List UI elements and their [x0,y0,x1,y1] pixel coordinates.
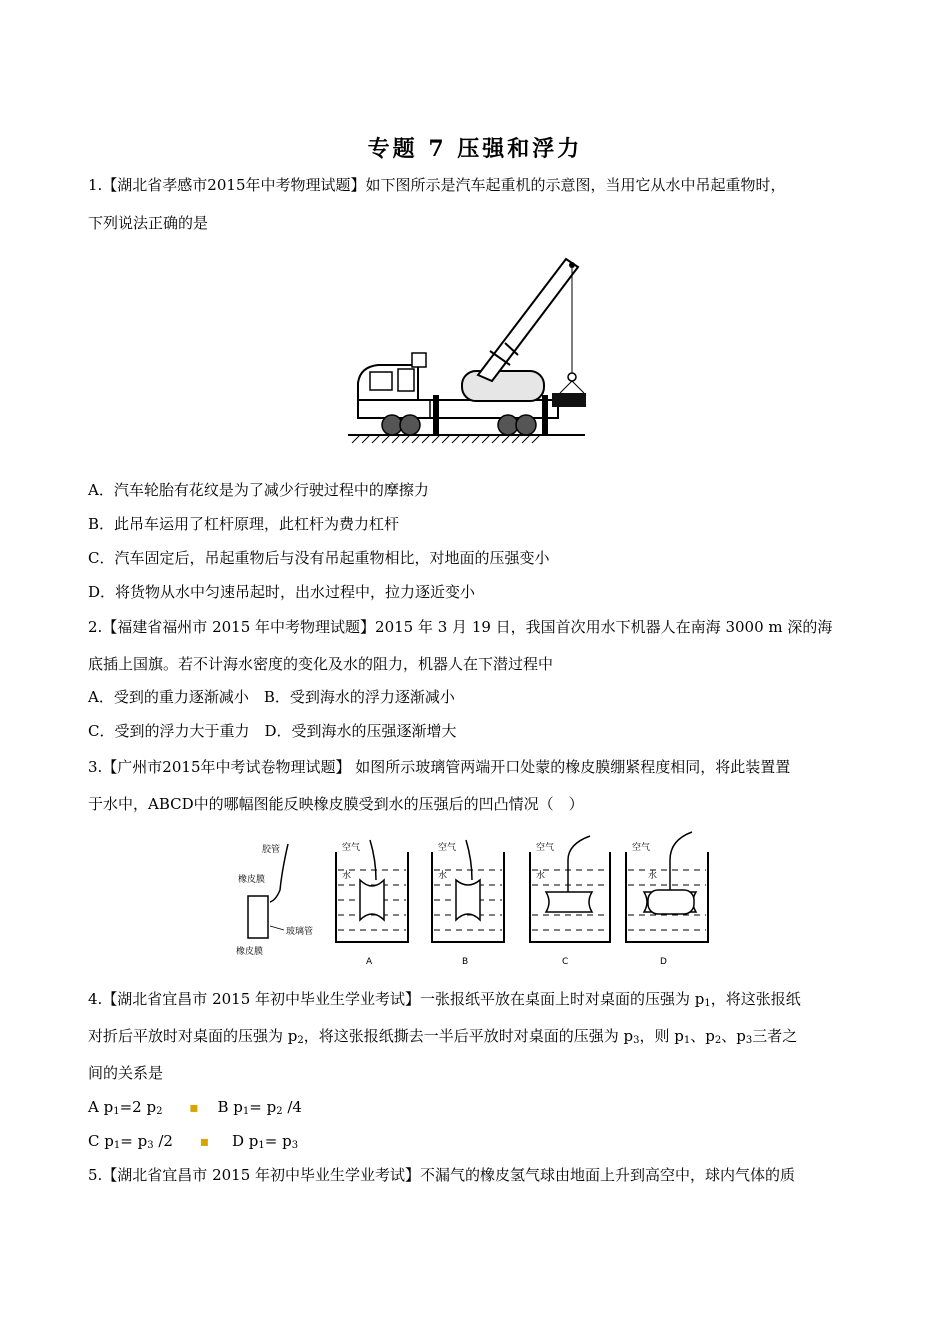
svg-text:空气: 空气 [342,843,361,853]
beaker-b [432,840,504,967]
beaker-d [626,832,708,967]
svg-text:A: A [366,957,373,967]
svg-text:C: C [562,957,569,967]
beaker-c [530,836,610,967]
q1-stem-line2: 下列说法正确的是 [88,214,209,232]
svg-text:水: 水 [536,871,546,881]
rubber-membrane-figure [230,830,720,970]
svg-text:空气: 空气 [536,843,555,853]
label-film-bottom: 橡皮膜 [236,947,264,957]
q4-stem-line1: 4.【湖北省宜昌市 2015 年初中毕业生学业考试】一张报纸平放在桌面上时对桌面的压强为 $p_1$，将这张报纸 [88,990,801,1009]
q1-option-a: A．汽车轮胎有花纹是为了减少行驶过程中的摩擦力 [88,481,429,499]
q2-stem-line1: 2.【福建省福州市 2015 年中考物理试题】2015 年 3 月 19 日，我国首次用水下机器人在南海 3000 m 深的海 [88,618,833,636]
svg-text:水: 水 [342,871,352,881]
svg-text:水: 水 [648,871,658,881]
label-glass-tube: 玻璃管 [286,927,314,937]
svg-text:空气: 空气 [438,843,457,853]
q3-stem-line1: 3.【广州市2015年中考试卷物理试题】 如图所示玻璃管两端开口处蒙的橡皮膜绷紧程度相同，将此装置置 [88,758,791,776]
q2-stem-line2: 底插上国旗。若不计海水密度的变化及水的阻力，机器人在下潜过程中 [88,655,554,673]
q5-stem-line1: 5.【湖北省宜昌市 2015 年初中毕业生学业考试】不漏气的橡皮氢气球由地面上升到高空中，球内气体的质 [88,1166,796,1184]
q4-options-cd: C $p_1= p_3$ /2 ▪ D $p_1= p_3$ [88,1132,299,1151]
q3-stem-line2: 于水中，ABCD中的哪幅图能反映橡皮膜受到水的压强后的凹凸情况（ ） [88,795,584,813]
crane-truck-figure [340,255,590,455]
q4-stem-line2: 对折后平放时对桌面的压强为 $p_2$，将这张报纸撕去一半后平放时对桌面的压强为 $p_3$，则 $p_1$、$p_2$、$p_3$三者之 [88,1027,798,1046]
q1-option-c: C．汽车固定后，吊起重物后与没有吊起重物相比，对地面的压强变小 [88,549,550,567]
svg-text:空气: 空气 [632,843,651,853]
beaker-a [336,840,408,967]
q1-option-b: B．此吊车运用了杠杆原理，此杠杆为费力杠杆 [88,515,400,533]
q2-options-cd: C．受到的浮力大于重力 D．受到海水的压强逐渐增大 [88,722,457,740]
q4-stem-line3: 间的关系是 [88,1064,164,1082]
label-film-top: 橡皮膜 [238,875,266,885]
svg-text:B: B [462,957,469,967]
page-title: 专题 7 压强和浮力 [367,136,583,162]
svg-text:水: 水 [438,871,448,881]
q4-options-ab: A $p_1=2$ $p_2$ ▪ B $p_1= p_2$ /4 [88,1098,302,1117]
q1-option-d: D．将货物从水中匀速吊起时，出水过程中，拉力逐近变小 [88,583,476,601]
q1-stem-line1: 1.【湖北省孝感市2015年中考物理试题】如下图所示是汽车起重机的示意图，当用它从水中吊起重物时， [88,176,786,194]
svg-text:D: D [660,957,667,967]
label-tube: 胶管 [262,845,281,855]
q2-options-ab: A．受到的重力逐渐减小 B．受到海水的浮力逐渐减小 [88,688,455,706]
